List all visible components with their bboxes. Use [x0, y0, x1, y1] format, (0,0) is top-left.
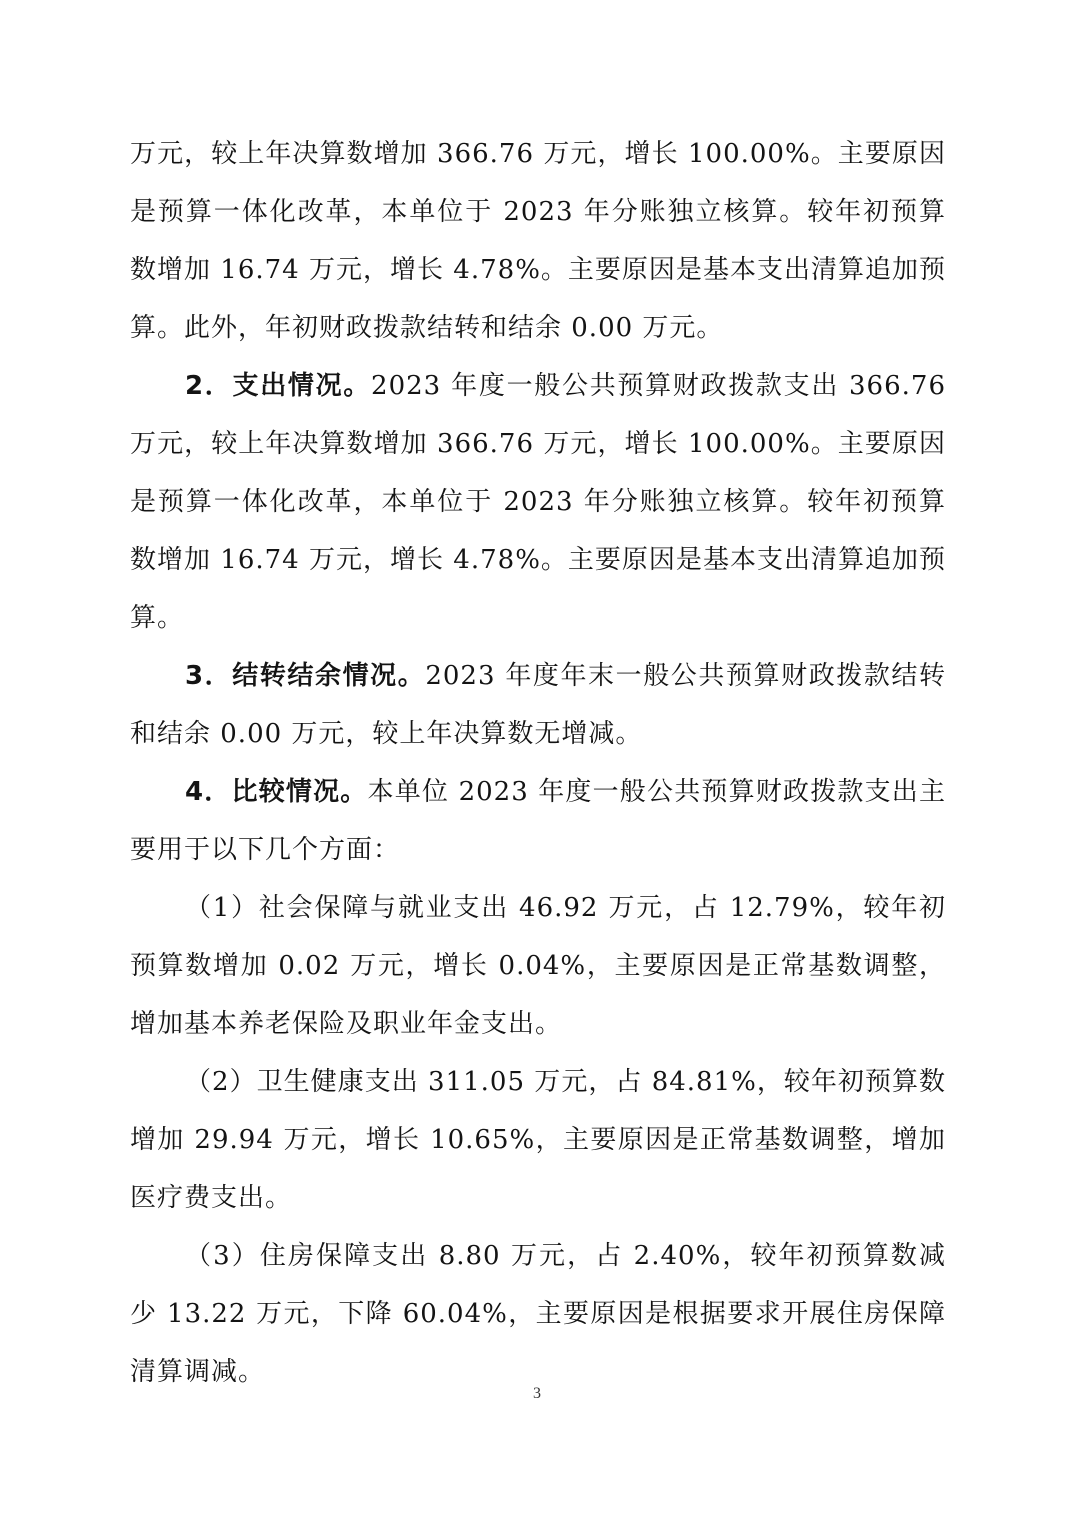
- paragraph-continued-income: [130, 125, 946, 357]
- paragraph-text: （3）住房保障支出 8.80 万元，占 2.40%，较年初预算数减少 13.22 万元，下降 60.04%，主要原因是根据要求开展住房保障清算调减。: [130, 1241, 946, 1387]
- paragraph-text: 本单位 2023 年度一般公共预算财政拨款支出主要用于以下几个方面：: [130, 777, 947, 865]
- body-text: [130, 125, 946, 1401]
- paragraph-health: [130, 1053, 946, 1227]
- section-heading: 2．支出情况。: [185, 371, 372, 401]
- paragraph-expenditure: [130, 357, 946, 647]
- section-heading: 4．比较情况。: [185, 777, 368, 807]
- paragraph-text: （1）社会保障与就业支出 46.92 万元，占 12.79%，较年初预算数增加 0.02 万元，增长 0.04%，主要原因是正常基数调整，增加基本养老保险及职业年金支出。: [130, 893, 946, 1039]
- section-heading: 3．结转结余情况。: [185, 661, 426, 691]
- paragraph-text: 2023 年度一般公共预算财政拨款支出 366.76 万元，较上年决算数增加 366.76 万元，增长 100.00%。主要原因是预算一体化改革，本单位于 2023 年分账独立核算。较年初预算数增加 16.74 万元，增长 4.78%。主要原因是基本支出清算追加预算。: [130, 371, 946, 633]
- paragraph-text: 万元，较上年决算数增加 366.76 万元，增长 100.00%。主要原因是预算一体化改革，本单位于 2023 年分账独立核算。较年初预算数增加 16.74 万元，增长 4.78%。主要原因是基本支出清算追加预算。此外，年初财政拨款结转和结余 0.00 万元。: [130, 139, 946, 343]
- paragraph-text: （2）卫生健康支出 311.05 万元，占 84.81%，较年初预算数增加 29.94 万元，增长 10.65%，主要原因是正常基数调整，增加医疗费支出。: [130, 1067, 946, 1213]
- paragraph-housing: [130, 1227, 946, 1401]
- paragraph-comparison: [130, 763, 946, 879]
- paragraph-carryover: [130, 647, 946, 763]
- paragraph-text: 2023 年度年末一般公共预算财政拨款结转和结余 0.00 万元，较上年决算数无增减。: [130, 661, 947, 749]
- paragraph-social-security: [130, 879, 946, 1053]
- page-number: 3: [533, 1385, 541, 1402]
